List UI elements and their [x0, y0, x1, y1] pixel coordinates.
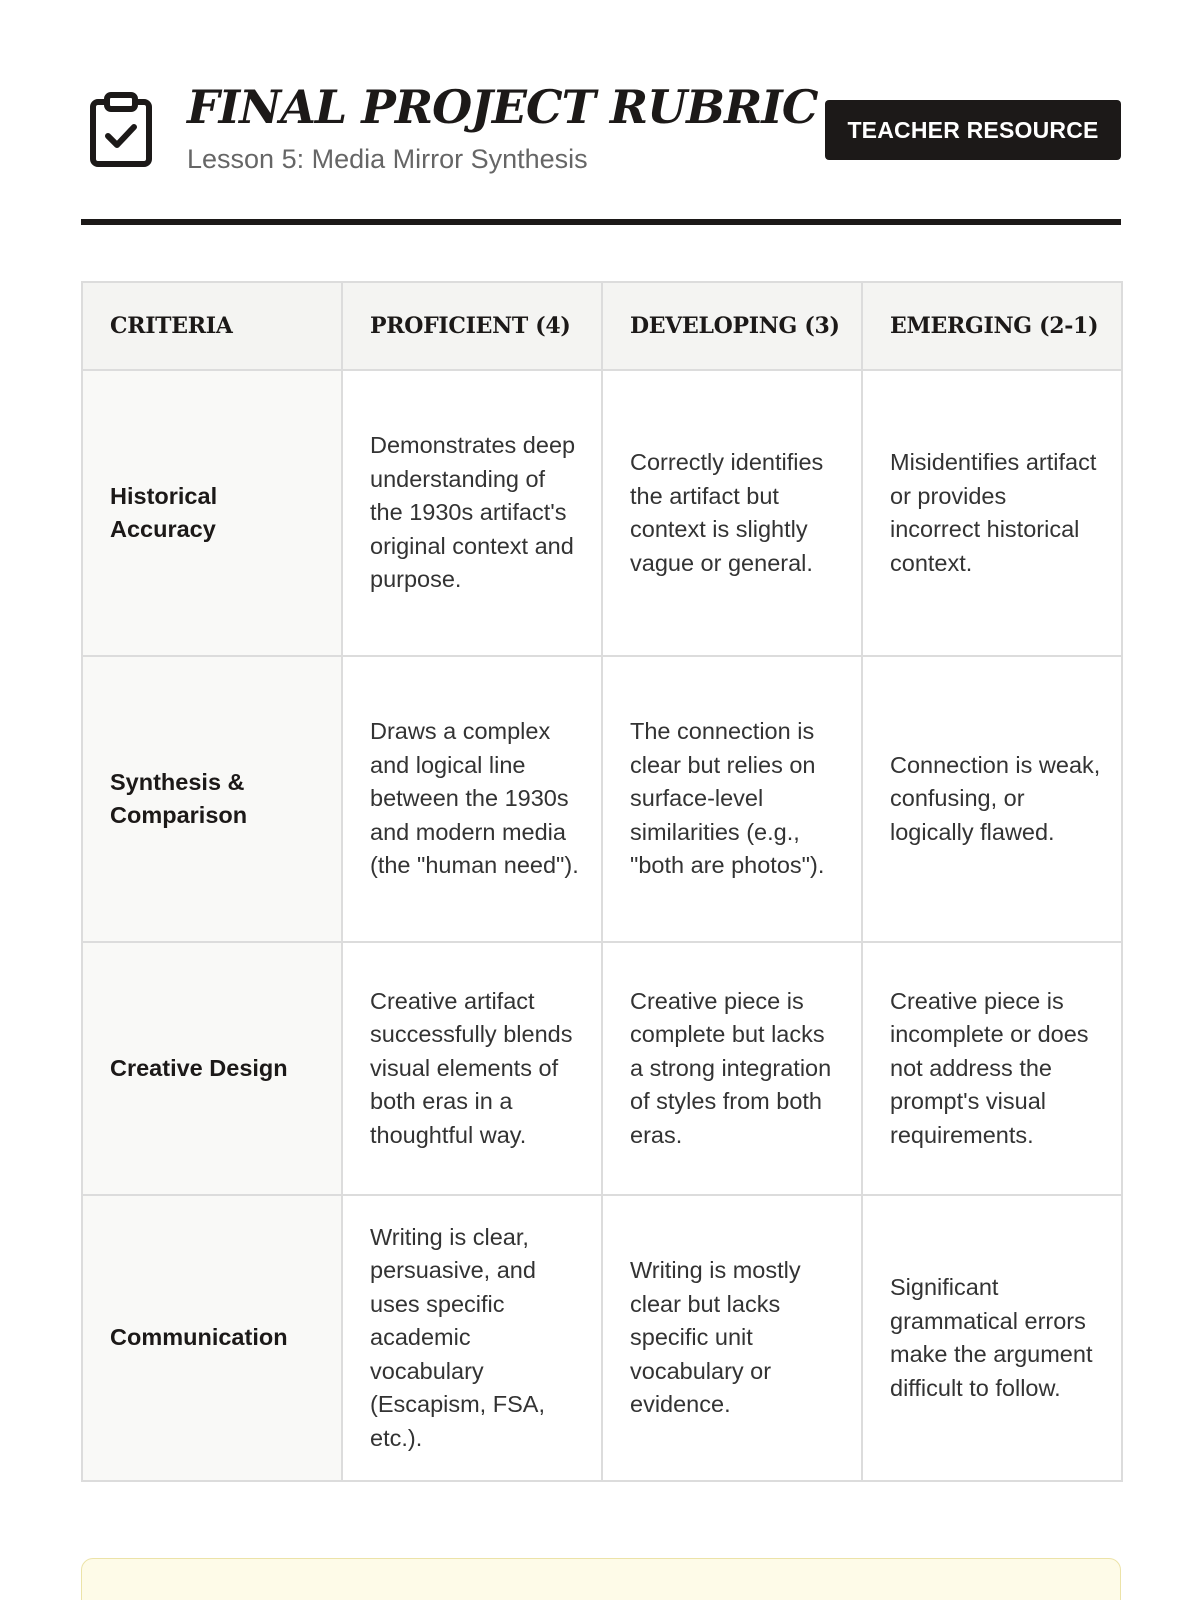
developing-cell: Creative piece is complete but lacks a strong integration of styles from both eras. — [602, 942, 862, 1195]
developing-cell: Writing is mostly clear but lacks specific unit vocabulary or evidence. — [602, 1195, 862, 1481]
proficient-cell: Writing is clear, persuasive, and uses specific academic vocabulary (Escapism, FSA, etc.). — [342, 1195, 602, 1481]
page-header — [81, 70, 1121, 210]
column-header-emerging: EMERGING (2-1) — [862, 282, 1122, 370]
criteria-cell: Communication — [82, 1195, 342, 1481]
emerging-cell: Creative piece is incomplete or does not address the prompt's visual requirements. — [862, 942, 1122, 1195]
emerging-cell: Connection is weak, confusing, or logically flawed. — [862, 656, 1122, 942]
rubric-table — [81, 281, 1123, 1482]
header-divider — [81, 219, 1121, 225]
developing-cell: Correctly identifies the artifact but context is slightly vague or general. — [602, 370, 862, 656]
column-header-criteria: CRITERIA — [82, 282, 342, 370]
proficient-cell: Creative artifact successfully blends visual elements of both eras in a thoughtful way. — [342, 942, 602, 1195]
criteria-cell: Historical Accuracy — [82, 370, 342, 656]
proficient-cell: Draws a complex and logical line between the 1930s and modern media (the "human need"). — [342, 656, 602, 942]
table-row — [82, 370, 1122, 656]
column-header-developing: DEVELOPING (3) — [602, 282, 862, 370]
page-title: FINAL PROJECT RUBRIC — [187, 80, 818, 134]
criteria-cell: Creative Design — [82, 942, 342, 1195]
developing-cell: The connection is clear but relies on surface-level similarities (e.g., "both are photos"). — [602, 656, 862, 942]
clipboard-check-icon — [89, 92, 153, 168]
emerging-cell: Misidentifies artifact or provides incorrect historical context. — [862, 370, 1122, 656]
rubric-page — [81, 0, 1121, 1600]
table-header-row — [82, 282, 1122, 370]
table-row — [82, 1195, 1122, 1481]
page-subtitle: Lesson 5: Media Mirror Synthesis — [187, 144, 588, 174]
criteria-cell: Synthesis & Comparison — [82, 656, 342, 942]
emerging-cell: Significant grammatical errors make the argument difficult to follow. — [862, 1195, 1122, 1481]
proficient-cell: Demonstrates deep understanding of the 1930s artifact's original context and purpose. — [342, 370, 602, 656]
table-row — [82, 942, 1122, 1195]
teacher-note-box — [81, 1558, 1121, 1600]
table-row — [82, 656, 1122, 942]
teacher-resource-badge: TEACHER RESOURCE — [825, 100, 1121, 160]
column-header-proficient: PROFICIENT (4) — [342, 282, 602, 370]
